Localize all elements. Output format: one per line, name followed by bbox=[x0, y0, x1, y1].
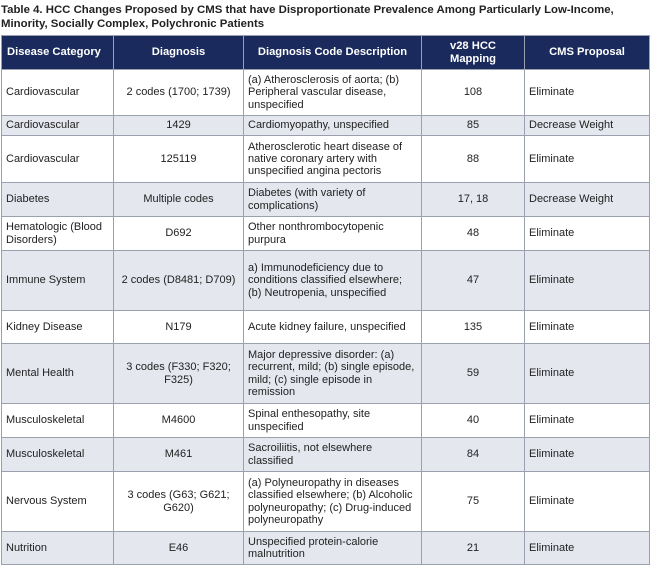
hcc-mapping-cell: 84 bbox=[422, 438, 525, 472]
disease-category-cell: Cardiovascular bbox=[2, 136, 114, 183]
diagnosis-cell: 3 codes (F330; F320; F325) bbox=[114, 344, 244, 404]
description-cell: Acute kidney failure, unspecified bbox=[244, 311, 422, 344]
table-row bbox=[2, 472, 650, 532]
disease-category-cell: Kidney Disease bbox=[2, 311, 114, 344]
table-row bbox=[2, 404, 650, 438]
table-row bbox=[2, 136, 650, 183]
disease-category-cell: Immune System bbox=[2, 251, 114, 311]
diagnosis-cell: 3 codes (G63; G621; G620) bbox=[114, 472, 244, 532]
hcc-mapping-cell: 59 bbox=[422, 344, 525, 404]
description-cell: (a) Atherosclerosis of aorta; (b) Peripheral vascular disease, unspecified bbox=[244, 70, 422, 116]
diagnosis-cell: M461 bbox=[114, 438, 244, 472]
disease-category-cell: Cardiovascular bbox=[2, 116, 114, 136]
diagnosis-cell: 2 codes (1700; 1739) bbox=[114, 70, 244, 116]
disease-category-cell: Musculoskeletal bbox=[2, 438, 114, 472]
disease-category-cell: Nervous System bbox=[2, 472, 114, 532]
table-body bbox=[2, 70, 650, 565]
disease-category-cell: Diabetes bbox=[2, 183, 114, 217]
cms-proposal-cell: Eliminate bbox=[525, 404, 650, 438]
diagnosis-cell: D692 bbox=[114, 217, 244, 251]
diagnosis-cell: 2 codes (D8481; D709) bbox=[114, 251, 244, 311]
hcc-mapping-cell: 21 bbox=[422, 532, 525, 565]
table-header-row bbox=[2, 36, 650, 70]
table-row bbox=[2, 217, 650, 251]
disease-category-cell: Mental Health bbox=[2, 344, 114, 404]
hcc-mapping-cell: 108 bbox=[422, 70, 525, 116]
header-cms-proposal: CMS Proposal bbox=[525, 36, 650, 70]
disease-category-cell: Cardiovascular bbox=[2, 70, 114, 116]
diagnosis-cell: 125119 bbox=[114, 136, 244, 183]
header-disease-category: Disease Category bbox=[2, 36, 114, 70]
description-cell: Other nonthrombocytopenic purpura bbox=[244, 217, 422, 251]
description-cell: (a) Polyneuropathy in diseases classified elsewhere; (b) Alcoholic polyneuropathy; (c) Drug-induced polyneuropathy bbox=[244, 472, 422, 532]
header-diagnosis-code-description: Diagnosis Code Description bbox=[244, 36, 422, 70]
table-row bbox=[2, 183, 650, 217]
description-cell: a) Immunodeficiency due to conditions classified elsewhere; (b) Neutropenia, unspecified bbox=[244, 251, 422, 311]
disease-category-cell: Musculoskeletal bbox=[2, 404, 114, 438]
hcc-mapping-cell: 40 bbox=[422, 404, 525, 438]
disease-category-cell: Hematologic (Blood Disorders) bbox=[2, 217, 114, 251]
cms-proposal-cell: Eliminate bbox=[525, 311, 650, 344]
hcc-mapping-cell: 47 bbox=[422, 251, 525, 311]
cms-proposal-cell: Eliminate bbox=[525, 136, 650, 183]
cms-proposal-cell: Eliminate bbox=[525, 251, 650, 311]
cms-proposal-cell: Decrease Weight bbox=[525, 116, 650, 136]
diagnosis-cell: 1429 bbox=[114, 116, 244, 136]
table-row bbox=[2, 344, 650, 404]
cms-proposal-cell: Eliminate bbox=[525, 217, 650, 251]
table-row bbox=[2, 438, 650, 472]
table-row bbox=[2, 532, 650, 565]
description-cell: Spinal enthesopathy, site unspecified bbox=[244, 404, 422, 438]
table-row bbox=[2, 251, 650, 311]
hcc-changes-table bbox=[1, 35, 650, 565]
hcc-mapping-cell: 17, 18 bbox=[422, 183, 525, 217]
table-row bbox=[2, 116, 650, 136]
table-row bbox=[2, 70, 650, 116]
disease-category-cell: Nutrition bbox=[2, 532, 114, 565]
diagnosis-cell: E46 bbox=[114, 532, 244, 565]
cms-proposal-cell: Eliminate bbox=[525, 532, 650, 565]
description-cell: Sacroiliitis, not elsewhere classified bbox=[244, 438, 422, 472]
hcc-mapping-cell: 48 bbox=[422, 217, 525, 251]
cms-proposal-cell: Decrease Weight bbox=[525, 183, 650, 217]
hcc-mapping-cell: 88 bbox=[422, 136, 525, 183]
description-cell: Cardiomyopathy, unspecified bbox=[244, 116, 422, 136]
diagnosis-cell: M4600 bbox=[114, 404, 244, 438]
cms-proposal-cell: Eliminate bbox=[525, 70, 650, 116]
cms-proposal-cell: Eliminate bbox=[525, 344, 650, 404]
table-row bbox=[2, 311, 650, 344]
header-v28-hcc-mapping: v28 HCC Mapping bbox=[422, 36, 525, 70]
description-cell: Major depressive disorder: (a) recurrent, mild; (b) single episode, mild; (c) single episode in remission bbox=[244, 344, 422, 404]
header-diagnosis: Diagnosis bbox=[114, 36, 244, 70]
diagnosis-cell: Multiple codes bbox=[114, 183, 244, 217]
hcc-mapping-cell: 135 bbox=[422, 311, 525, 344]
hcc-mapping-cell: 85 bbox=[422, 116, 525, 136]
hcc-mapping-cell: 75 bbox=[422, 472, 525, 532]
description-cell: Atherosclerotic heart disease of native coronary artery with unspecified angina pectoris bbox=[244, 136, 422, 183]
table-caption: Table 4. HCC Changes Proposed by CMS that have Disproportionate Prevalence Among Particularly Low-Income, Minority, Socially Complex, Polychronic Patients bbox=[1, 4, 614, 30]
cms-proposal-cell: Eliminate bbox=[525, 438, 650, 472]
diagnosis-cell: N179 bbox=[114, 311, 244, 344]
description-cell: Unspecified protein-calorie malnutrition bbox=[244, 532, 422, 565]
cms-proposal-cell: Eliminate bbox=[525, 472, 650, 532]
description-cell: Diabetes (with variety of complications) bbox=[244, 183, 422, 217]
